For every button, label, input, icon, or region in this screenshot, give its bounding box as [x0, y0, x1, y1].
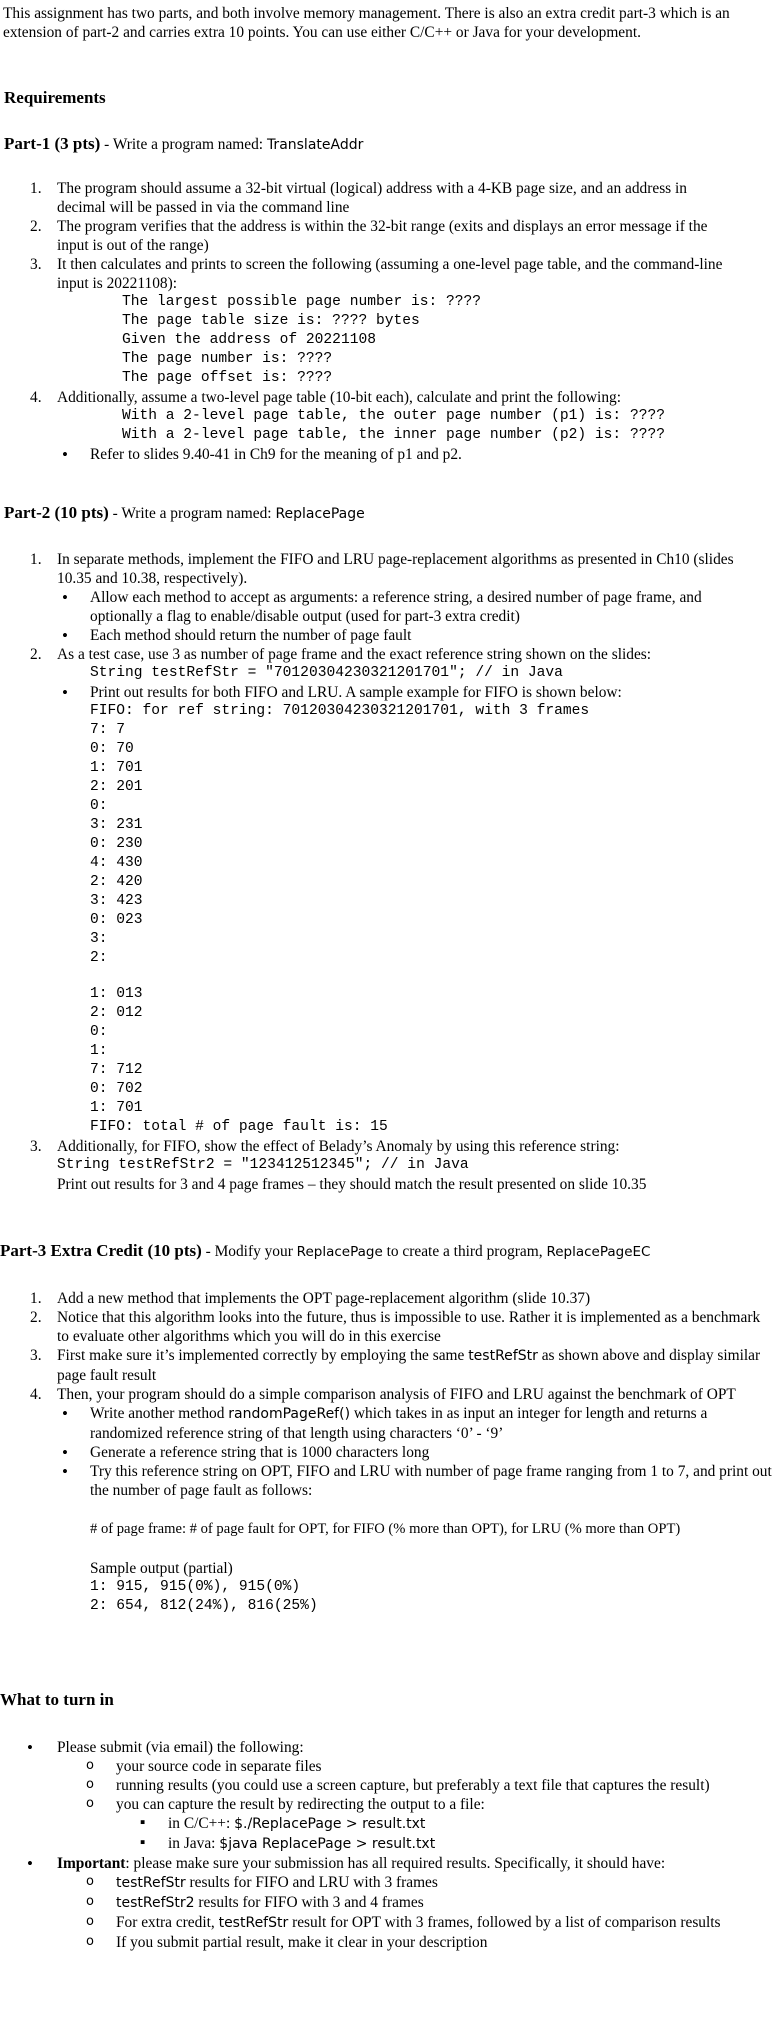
turnin-running-results: o running results (you could use a screen capture, but preferably a text file that captures the result) — [80, 1776, 777, 1795]
part2-bullet-args: • Allow each method to accept as arguments: a reference string, a desired number of page frame, and optionally a flag to enable/disable output (used for part-3 extra credit) — [57, 588, 765, 626]
part1-item-4: 4. Additionally, assume a two-level page table (10-bit each), calculate and print the following: — [30, 389, 621, 406]
turnin-cpp-command: ▪ in C/C++: $./ReplacePage > result.txt — [130, 1814, 777, 1834]
fifo-sample-output: FIFO: for ref string: 70120304230321201701, with 3 frames 7: 7 0: 70 1: 701 2: 201 0: 3: 231 0: 230 4: 430 2: 420 3: 423 0: 023 3: 2: 1: 013 2: 012 0: 1: 7: 712 0: 702 1: 701 FIFO: total # of page fault is: 15 — [90, 703, 590, 1135]
part1-title: Part-1 (3 pts) — [4, 134, 101, 153]
part3-program-name: ReplacePage — [296, 1244, 383, 1260]
turnin-bullet-submit: • Please submit (via email) the following: — [22, 1738, 777, 1757]
part2-code-teststr: String testRefStr = "70120304230321201701"; // in Java — [90, 665, 563, 681]
part1-bullet-slides: • Refer to slides 9.40-41 in Ch9 for the meaning of p1 and p2. — [57, 445, 730, 464]
turnin-req-teststr: o testRefStr results for FIFO and LRU with 3 frames — [80, 1873, 777, 1893]
part1-item-3: 3. It then calculates and prints to screen the following (assuming a one-level page table, and the command-line input is 20221108): — [30, 256, 723, 292]
part2-program-name: ReplacePage — [275, 506, 365, 522]
turnin-req-extra-credit: o For extra credit, testRefStr result for OPT with 3 frames, followed by a list of comparison results — [80, 1913, 777, 1933]
part3-bullet-try: • Try this reference string on OPT, FIFO and LRU with number of page frame ranging from 1 to 7, and print out the number of page fault as follows: — [57, 1462, 775, 1500]
part2-bullet-print: • Print out results for both FIFO and LRU. A sample example for FIFO is shown below: — [57, 683, 765, 702]
part3-item-2: 2. Notice that this algorithm looks into the future, thus is impossible to use. Rather it is implemented as a benchmark to evaluate other algorithms which you will do in this exercise — [30, 1309, 761, 1345]
part3-heading: Part-3 Extra Credit (10 pts) - Modify your ReplacePage to create a third program, ReplacePageEC — [0, 1241, 651, 1260]
turnin-bullet-important: • Important: please make sure your submission has all required results. Specifically, it should have: — [22, 1854, 777, 1873]
part3-list — [30, 1289, 775, 1616]
turnin-list — [22, 1738, 777, 1952]
part2-item-2: 2. As a test case, use 3 as number of page frame and the exact reference string shown on the slides: — [30, 646, 652, 663]
part3-bullet-random: • Write another method randomPageRef() which takes in as input an integer for length and returns a randomized reference string of that length using characters ‘0’ - ‘9’ — [57, 1404, 775, 1443]
part1-item-1: 1. The program should assume a 32-bit virtual (logical) address with a 4-KB page size, and an address in decimal will be passed in via the command line — [30, 180, 687, 216]
part3-item-3: 3. First make sure it’s implemented correctly by employing the same testRefStr as shown above and display similar page fault result — [30, 1347, 761, 1384]
turnin-capture-result: o you can capture the result by redirecting the output to a file: — [80, 1795, 777, 1814]
part1-code-two-level: With a 2-level page table, the outer page number (p1) is: ???? With a 2-level page table, the inner page number (p2) is: ???? — [122, 408, 665, 443]
intro-paragraph: This assignment has two parts, and both involve memory management. There is also an extra credit part-3 which is an extension of part-2 and carries extra 10 points. You can use either C/C++ or Java for your development. — [3, 5, 730, 41]
part3-title: Part-3 Extra Credit (10 pts) — [0, 1241, 202, 1260]
part3-bullet-generate: • Generate a reference string that is 1000 characters long — [57, 1443, 775, 1462]
turnin-req-teststr2: o testRefStr2 results for FIFO with 3 and 4 frames — [80, 1893, 777, 1913]
part3-item-1: 1. Add a new method that implements the OPT page-replacement algorithm (slide 10.37) — [30, 1290, 591, 1307]
part1-code-output: The largest possible page number is: ???? The page table size is: ???? bytes Given the address of 20221108 The page number is: ???? The page offset is: ???? — [122, 294, 482, 386]
part2-title: Part-2 (10 pts) — [4, 503, 109, 522]
part2-item-3-tail: Print out results for 3 and 4 page frames – they should match the result presented on slide 10.35 — [57, 1176, 647, 1193]
part1-list — [30, 179, 730, 464]
part3-item-4: 4. Then, your program should do a simple comparison analysis of FIFO and LRU against the benchmark of OPT — [30, 1386, 736, 1403]
part3-sample-label: Sample output (partial) — [90, 1560, 233, 1577]
part1-item-2: 2. The program verifies that the address is within the 32-bit range (exits and displays an error message if the input is out of the range) — [30, 218, 708, 254]
part1-program-name: TranslateAddr — [266, 137, 364, 153]
part1-dash: - Write a program named: — [100, 136, 267, 153]
part2-item-3: 3. Additionally, for FIFO, show the effect of Belady’s Anomaly by using this reference string: — [30, 1138, 620, 1155]
part2-heading — [4, 503, 365, 524]
part2-bullet-return: • Each method should return the number of page fault — [57, 626, 765, 645]
requirements-heading: Requirements — [4, 88, 106, 107]
part1-heading — [4, 134, 363, 155]
part2-dash: - Write a program named: — [108, 505, 276, 522]
part3-program-name-ec: ReplacePageEC — [546, 1244, 651, 1260]
part2-item-1: 1. In separate methods, implement the FIFO and LRU page-replacement algorithms as presented in Ch10 (slides 10.35 and 10.38, respectively). — [30, 551, 734, 587]
part3-dash: - Modify your — [201, 1243, 297, 1260]
turnin-heading: What to turn in — [0, 1690, 114, 1709]
turnin-source-code: o your source code in separate files — [80, 1757, 777, 1776]
part2-code-teststr2: String testRefStr2 = "123412512345"; // in Java — [57, 1157, 469, 1173]
part2-list — [30, 550, 765, 1194]
turnin-java-command: ▪ in Java: $java ReplacePage > result.txt — [130, 1834, 777, 1854]
part3-format-line: # of page frame: # of page fault for OPT, for FIFO (% more than OPT), for LRU (% more than OPT) — [90, 1521, 681, 1537]
part3-sample-output: 1: 915, 915(0%), 915(0%) 2: 654, 812(24%), 816(25%) — [90, 1579, 318, 1614]
turnin-req-partial: o If you submit partial result, make it clear in your description — [80, 1933, 777, 1952]
